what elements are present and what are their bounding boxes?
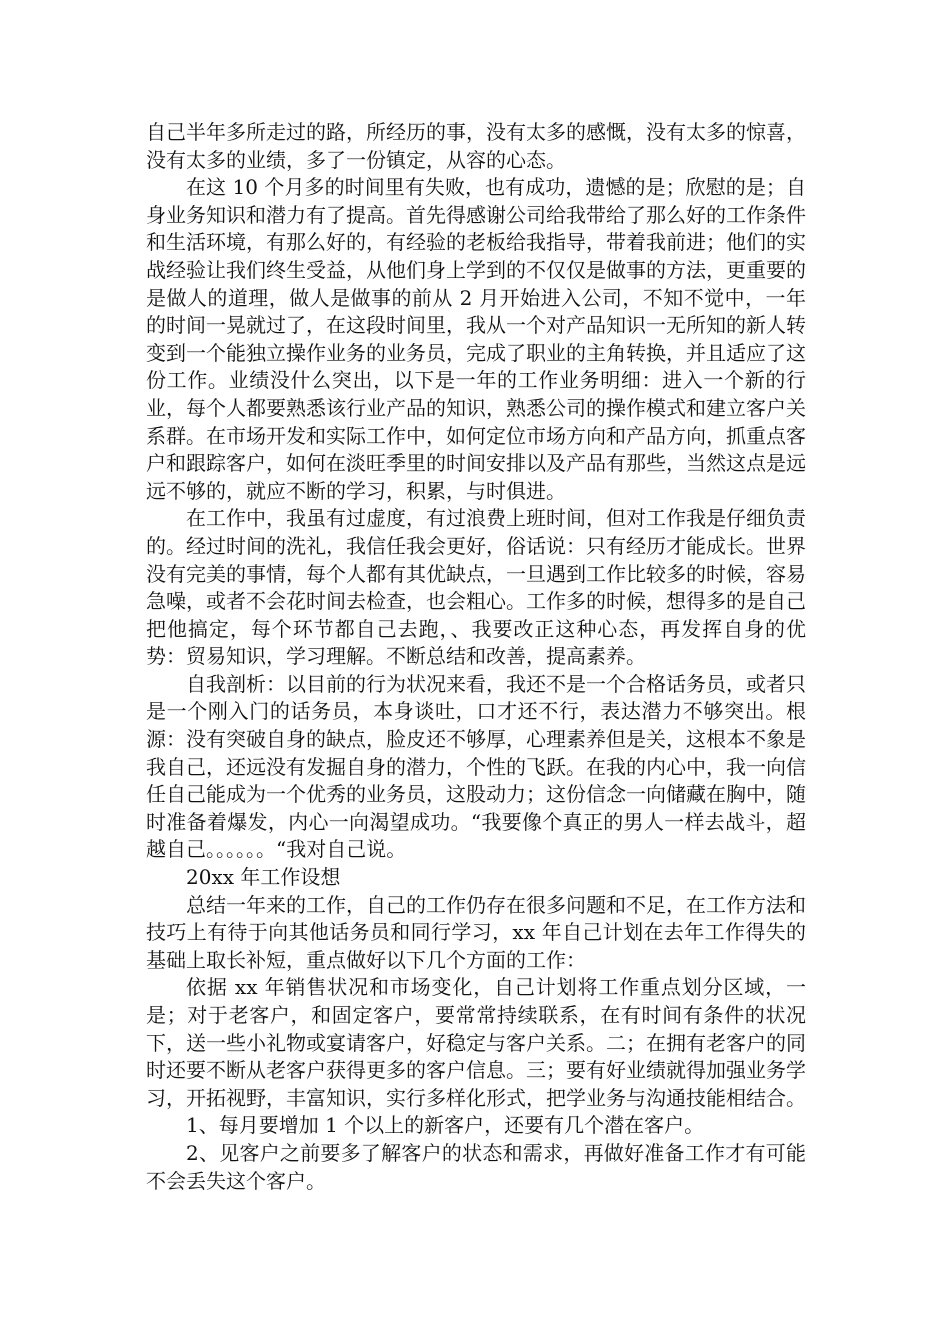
list-item-2: 2、见客户之前要多了解客户的状态和需求，再做好准备工作才有可能不会丢失这个客户。 [146,1140,806,1193]
paragraph-sales-plan: 依据 xx 年销售状况和市场变化，自己计划将工作重点划分区域，一是；对于老客户，和固定客户，要常常持续联系，在有时间有条件的状况下，送一些小礼物或宴请客户，好稳定与客户关系。二；在拥有老客户的同时还要不断从老客户获得更多的客户信息。三；要有好业绩就得加强业务学习，开拓视野，丰富知识，实行多样化形式，把学业务与沟通技能相结合。 [146,975,806,1110]
paragraph-ten-months: 在这 10 个月多的时间里有失败，也有成功，遗憾的是；欣慰的是；自身业务知识和潜力有了提高。首先得感谢公司给我带给了那么好的工作条件和生活环境，有那么好的，有经验的老板给我指导，带着我前进；他们的实战经验让我们终生受益，从他们身上学到的不仅仅是做事的方法，更重要的是做人的道理，做人是做事的前从 2 月开始进入公司，不知不觉中，一年的时间一晃就过了，在这段时间里，我从一个对产品知识一无所知的新人转变到一个能独立操作业务的业务员，完成了职业的主角转换，并且适应了这份工作。业绩没什么突出，以下是一年的工作业务明细：进入一个新的行业，每个人都要熟悉该行业产品的知识，熟悉公司的操作模式和建立客户关系群。在市场开发和实际工作中，如何定位市场方向和产品方向，抓重点客户和跟踪客户，如何在淡旺季里的时间安排以及产品有那些，当然这点是远远不够的，就应不断的学习，积累，与时俱进。 [146,175,806,503]
paragraph-intro: 自己半年多所走过的路，所经历的事，没有太多的感慨，没有太多的惊喜，没有太多的业绩，多了一份镇定，从容的心态。 [146,120,806,172]
paragraph-summary: 总结一年来的工作，自己的工作仍存在很多问题和不足，在工作方法和技巧上有待于向其他话务员和同行学习，xx 年自己计划在去年工作得失的基础上取长补短，重点做好以下几个方面的工作： [146,892,806,972]
paragraph-work-attitude: 在工作中，我虽有过虚度，有过浪费上班时间，但对工作我是仔细负责的。经过时间的洗礼，我信任我会更好，俗话说：只有经历才能成长。世界没有完美的事情，每个人都有其优缺点，一旦遇到工作比较多的时候，容易急噪，或者不会花时间去检查，也会粗心。工作多的时候，想得多的是自己把他搞定，每个环节都自己去跑，、我要改正这种心态，再发挥自身的优势：贸易知识，学习理解。不断总结和改善，提高素养。 [146,506,806,669]
list-item-1: 1、每月要增加 1 个以上的新客户，还要有几个潜在客户。 [186,1113,705,1138]
section-heading-plan: 20xx 年工作设想 [186,865,341,890]
document-body [146,119,806,1195]
paragraph-self-analysis: 自我剖析：以目前的行为状况来看，我还不是一个合格话务员，或者只是一个刚入门的话务员，本身谈吐，口才还不行，表达潜力不够突出。根源：没有突破自身的缺点，脸皮还不够厚，心理素养但是关，这根本不象是我自己，还远没有发掘自身的潜力，个性的飞跃。在我的内心中，我一向信任自己能成为一个优秀的业务员，这股动力；这份信念一向储藏在胸中，随时准备着爆发，内心一向渴望成功。“我要像个真正的男人一样去战斗，超越自己。。。。。。“我对自己说。 [146,671,806,862]
